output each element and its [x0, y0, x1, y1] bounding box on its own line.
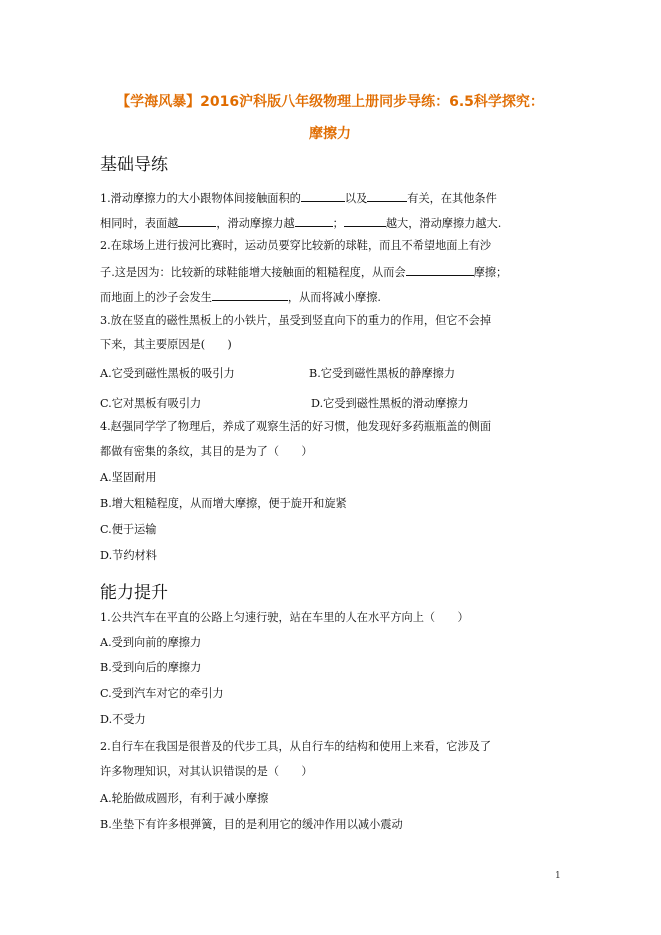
- fill-blank: [367, 190, 407, 202]
- question-line: 4.赵强同学学了物理后，养成了观察生活的好习惯，他发现好多药瓶瓶盖的侧面: [100, 420, 492, 433]
- option-b: B.它受到磁性黑板的静摩擦力: [309, 367, 456, 380]
- question-line: 1.滑动摩擦力的大小跟物体间接触面积的 以及 有关，在其他条件: [100, 192, 497, 205]
- question-line: 而地面上的沙子会发生 ，从而将减小摩擦.: [100, 291, 381, 304]
- option-b: B.受到向后的摩擦力: [100, 661, 202, 674]
- option-a: A.坚固耐用: [100, 471, 157, 484]
- question-line: 许多物理知识，对其认识错误的是（ ）: [100, 765, 313, 778]
- option-b: B.增大粗糙程度，从而增大摩擦，便于旋开和旋紧: [100, 497, 347, 510]
- option-c: C.它对黑板有吸引力: [100, 397, 202, 410]
- document-title-line2: 摩擦力: [309, 126, 351, 142]
- section-heading-basic: 基础导练: [100, 155, 168, 175]
- question-line: 子.这是因为：比较新的球鞋能增大接触面的粗糙程度，从而会 摩擦；: [100, 266, 508, 279]
- question-line: 相同时，表面越 ，滑动摩擦力越 ； 越大，滑动摩擦力越大.: [100, 217, 502, 230]
- option-d: D.节约材料: [100, 549, 157, 562]
- option-a: A.受到向前的摩擦力: [100, 636, 202, 649]
- option-d: D.它受到磁性黑板的滑动摩擦力: [311, 397, 469, 410]
- fill-blank: [295, 215, 333, 227]
- document-title-line1: 【学海风暴】2016沪科版八年级物理上册同步导练：6.5科学探究：: [116, 94, 544, 110]
- page-number: 1: [555, 871, 561, 881]
- option-b: B.坐垫下有许多根弹簧，目的是利用它的缓冲作用以减小震动: [100, 818, 403, 831]
- fill-blank: [212, 289, 288, 301]
- question-line: 1.公共汽车在平直的公路上匀速行驶，站在车里的人在水平方向上（ ）: [100, 611, 469, 624]
- fill-blank: [301, 190, 345, 202]
- question-line: 下来，其主要原因是( ): [100, 338, 232, 351]
- fill-blank: [178, 215, 216, 227]
- option-a: A.它受到磁性黑板的吸引力: [100, 367, 235, 380]
- question-line: 都做有密集的条纹，其目的是为了（ ）: [100, 445, 313, 458]
- option-d: D.不受力: [100, 713, 146, 726]
- question-line: 2.自行车在我国是很普及的代步工具，从自行车的结构和使用上来看，它涉及了: [100, 740, 492, 753]
- question-line: 3.放在竖直的磁性黑板上的小铁片，虽受到竖直向下的重力的作用，但它不会掉: [100, 314, 492, 327]
- option-c: C.便于运输: [100, 523, 157, 536]
- option-a: A.轮胎做成圆形，有利于减小摩擦: [100, 792, 269, 805]
- option-c: C.受到汽车对它的牵引力: [100, 687, 224, 700]
- question-line: 2.在球场上进行拔河比赛时，运动员要穿比较新的球鞋，而且不希望地面上有沙: [100, 239, 492, 252]
- fill-blank: [406, 264, 474, 276]
- fill-blank: [344, 215, 386, 227]
- section-heading-advanced: 能力提升: [100, 583, 168, 603]
